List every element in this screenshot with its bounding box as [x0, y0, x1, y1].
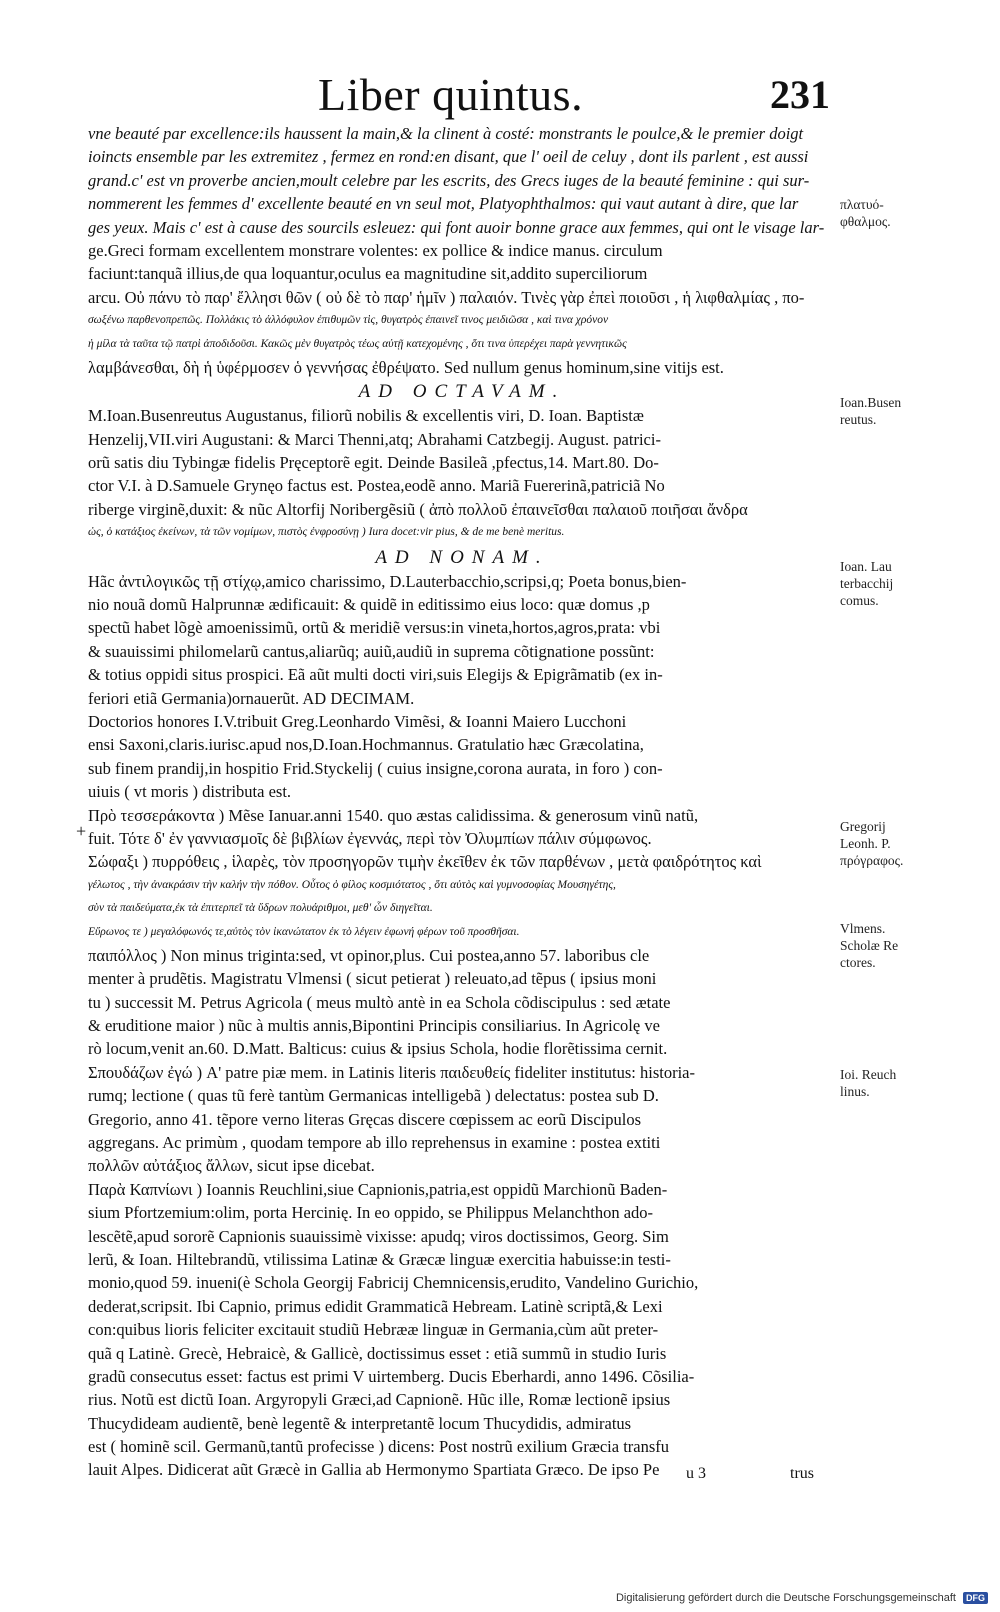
- text-line: orũ satis diu Tybingæ fidelis Pręceptorẽ egit. Deinde Basileã ,pfectus,14. Mart.80. Do-: [88, 453, 659, 473]
- text-line: rumq; lectione ( quas tũ ferè tantùm Germanicas intelligebã ) delectatus: postea sub D.: [88, 1086, 659, 1106]
- text-line: ensi Saxoni,claris.iurisc.apud nos,D.Ioan.Hochmannus. Gratulatio hæc Græcolatina,: [88, 735, 644, 755]
- text-line: ges yeux. Mais c' est à cause des sourcils esleuez: qui font auoir bonne grace aux femmes, qui ont le visage lar-: [88, 217, 825, 237]
- margin-note-platyophthalmos: πλατυό- φθαλμος.: [840, 197, 891, 229]
- digitization-footer: [616, 1592, 988, 1604]
- text-line: & suauissimi philomelarũ cantus,aliarũq; auiũ,audiũ in suprema cõtignatione possũnt:: [88, 641, 655, 661]
- text-line: & totius oppidi situs prospici. Eã aũt multi docti viri,suis Elegijs & Epigrãmatib (ex in-: [88, 665, 663, 685]
- text-line: ὡς, ὁ κατάξιος ἐκείνων, τὰ τῶν νομίμων, πιστὸς ἐνφροσύνῃ ) Iura docet:vir pius, & de me benè meritus.: [88, 526, 565, 539]
- margin-note-lauterbacchius: Ioan. Lau terbacchij comus.: [840, 559, 894, 608]
- text-line: M.Ioan.Busenreutus Augustanus, filiorũ nobilis & excellentis viri, D. Ioan. Baptistæ: [88, 406, 644, 426]
- text-line: nio nouã domũ Halprunnæ ædificauit: & quidẽ in editissimo eius loco: quæ domus ,p: [88, 595, 650, 615]
- text-line: quã q Latinè. Grecè, Hebraicè, & Gallicè, doctissimus esset : etiã summũ in studio Iuris: [88, 1343, 667, 1363]
- text-line: Πρὸ τεσσεράκοντα ) Mẽse Ianuar.anni 1540. quo æstas calidissima. & generosum vinũ natũ,: [88, 805, 699, 825]
- text-line: dederat,scripsit. Ibi Capnio, primus edidit Grammaticã Hebream. Latinè scriptã,& Lexi: [88, 1296, 663, 1316]
- margin-note-busenreutus: Ioan.Busen reutus.: [840, 395, 902, 427]
- running-head: [0, 70, 1000, 120]
- text-line: feriori etiã Germania)ornauerũt. AD DECIMAM.: [88, 688, 415, 708]
- text-line: est ( hominẽ scil. Germanũ,tantũ profecisse ) dicens: Post nostrũ exilium Græcia transfu: [88, 1437, 670, 1457]
- text-line: aggregans. Ac primùm , quodam tempore ab illo reprehensus in examine : postea extiti: [88, 1133, 661, 1153]
- signature-mark: u 3: [686, 1465, 706, 1482]
- catch-line: [680, 1465, 814, 1483]
- text-line: rò locum,venit an.60. D.Matt. Balticus: cuius & ipsius Schola, hodie florẽtissima cernit.: [88, 1039, 668, 1059]
- text-line: ctor V.I. à D.Samuele Grynęo factus est. Postea,eodẽ anno. Mariã Fuererinã,patriciã No: [88, 476, 665, 496]
- text-line: παιπόλλος ) Non minus triginta:sed, vt opinor,plus. Cui postea,anno 57. laboribus cle: [88, 945, 650, 965]
- text-line: monio,quod 59. inueni(è Schola Georgij Fabricij Chemnicensis,erudito, Vandelino Gurichio,: [88, 1273, 699, 1293]
- text-line: uiuis ( vt moris ) distributa est.: [88, 782, 292, 802]
- text-line: ioincts ensemble par les extremitez , fermez en rond:en disant, que l' oeil de celuy , dont ils parlent , est aussi: [88, 147, 809, 167]
- text-line: lauit Alpes. Didicerat aũt Græcè in Gallia ab Hermonymo Spartiata Græco. De ipso Pe: [88, 1460, 660, 1480]
- text-line: vne beauté par excellence:ils haussent la main,& la clinent à costé: monstrants le poulce,& le premier doigt: [88, 124, 804, 143]
- text-line: σὺν τὰ παιδεύματα,ἐκ τὰ ἐπιτερπεῖ τὰ ὕδρων πολυάριθμοι, μεθ' ὧν διηγεῖται.: [88, 902, 433, 915]
- text-line: arcu. Οὐ πάνυ τὸ παρ' ἔλλησι θῶν ( οὐ δὲ τὸ παρ' ἡμῖν ) παλαιόν. Τινὲς γὰρ ἐπεὶ ποιοῦσι , ἡ λιφθαλμίας , πο-: [88, 287, 805, 307]
- text-line: λαμβάνεσθαι, δὴ ἡ ὑφέρμοσεν ὁ γεννήσας ἐθρέψατο. Sed nullum genus hominum,sine vitijs est.: [88, 357, 724, 377]
- text-line: ἡ μίλα τὰ ταῦτα τῷ πατρὶ ἀποδιδοῦσι. Κακῶς μὲν θυγατρὸς τέως αὐτῇ κατεχομένης , ὅτι τινα ὑπερέχει παρὰ γεννητικῶς: [88, 337, 627, 350]
- dfg-logo[interactable]: DFG: [963, 1592, 988, 1604]
- text-line: tu ) successit M. Petrus Agricola ( meus multò antè in ea Schola cõdiscipulus : sed ætate: [88, 992, 671, 1012]
- text-line: σωξένω παρθενοπρεπῶς. Πολλάκις τὸ ἀλλόφυλον ἐπιθυμῶν τὶς, θυγατρὸς ἐπαινεῖ τινος μειδιῶσα , καὶ τινα χρόνον: [88, 314, 609, 327]
- text-line: lescẽtẽ,apud sororẽ Capnionis suauissimè vixisse: apudq; viros doctissimos, Georg. Sim: [88, 1226, 669, 1246]
- text-line: Thucydideam audientẽ, benè legentẽ & interpretantẽ locum Thucydidis, admiratus: [88, 1413, 632, 1433]
- text-line: Παρὰ Καπνίωνι ) Ioannis Reuchlini,siue Capnionis,patria,est oppidũ Marchionũ Baden-: [88, 1179, 668, 1199]
- text-line: Hãc ἀντιλογικῶς τῇ στίχῳ,amico charissimo, D.Lauterbacchio,scripsi,q; Poeta bonus,bien-: [88, 571, 687, 591]
- page-number: 231: [770, 72, 830, 117]
- text-line: Εὔρωνος τε ) μεγαλόφωνός τε,αὐτὸς τὸν ἱκανώτατον ἐκ τὸ λέγειν ἐφωνή φέρων τοῦ προσθῆσαι.: [88, 925, 520, 938]
- text-line: Σπουδάζων ἐγώ ) A' patre piæ mem. in Latinis literis παιδευθείς fideliter institutus: historia-: [88, 1062, 695, 1082]
- catchword: trus: [790, 1465, 814, 1482]
- page-title: Liber quintus.: [318, 69, 584, 120]
- margin-cross-mark: +: [76, 821, 87, 841]
- text-line: sium Pfortzemium:olim, porta Hercinię. In eo oppido, se Philippus Melanchthon ado-: [88, 1203, 654, 1223]
- text-line: spectũ habet lõgè amoenissimũ, ortũ & meridiẽ versus:in vineta,hortos,agros,prata: vbi: [88, 618, 661, 638]
- text-line: rius. Notũ est dictũ Ioan. Argyropyli Græci,ad Capnionẽ. Hũc ille, Romæ lectionẽ ipsius: [88, 1390, 671, 1410]
- text-line: grand.c' est vn proverbe ancien,moult celebre par les escrits, des Grecs iuges de la beauté feminine : qui sur-: [88, 170, 810, 190]
- text-line: faciunt:tanquã illius,de qua loquantur,oculus ea magnitudine sit,addito superciliorum: [88, 264, 648, 284]
- footer-credit: Digitalisierung gefördert durch die Deutsche Forschungsgemeinschaft: [615, 1592, 956, 1604]
- text-line: riberge virginẽ,duxit: & nũc Altorfij Noribergẽsiũ ( ἀπὸ πολλοῦ ἐπαινεῖσθαι παλαιοῦ ποιῆσαι ἄνδρα: [88, 499, 748, 519]
- main-text-block: [88, 122, 836, 1482]
- margin-note-reuchlinus: Ioi. Reuch linus.: [840, 1067, 897, 1099]
- text-line: gradũ consecutus esset: factus est primi V uirtemberg. Ducis Eberhardi, anno 1496. Cõsilia-: [88, 1366, 695, 1386]
- margin-note-gregorius: Gregorij Leonh. P. πρόγραφος.: [840, 819, 904, 868]
- text-line: nommerent les femmes d' excellente beauté en vn seul mot, Platyophthalmos: qui vaut autant à dire, que lar: [88, 194, 799, 214]
- section-heading: AD OCTAVAM.: [358, 381, 566, 403]
- margin-note-ulm-rectors: Vlmens. Scholæ Re ctores.: [840, 921, 899, 970]
- text-line: Gregorio, anno 41. tẽpore verno literas Gręcas discere cœpissem ac eorũ Discipulos: [88, 1109, 642, 1129]
- text-line: γέλωτος , τὴν ἀνακράσιν τὴν καλήν τὴν πόθον. Οὗτος ὁ φίλος κοσμιότατος , ὅτι αὐτὸς καὶ γυμνοσοφίας Μουσηγέτης,: [88, 878, 616, 891]
- text-line: fuit. Τότε δ' ἐν γαννιασμοῖς δὲ βιβλίων ἐγεννάς, περὶ τὸν Ὀλυμπίων πάλιν σύμφωνος.: [88, 828, 652, 848]
- text-line: con:quibus lioris feliciter excitauit studiũ Hebrææ linguæ in Germania,cùm aũt preter-: [88, 1320, 659, 1340]
- text-line: Doctorios honores I.V.tribuit Greg.Leonhardo Vimẽsi, & Ioanni Maiero Lucchoni: [88, 711, 627, 731]
- text-line: sub finem prandij,in hospitio Frid.Styckelij ( cuius insigne,corona aurata, in foro ) con-: [88, 758, 663, 778]
- section-heading: AD NONAM.: [375, 546, 549, 568]
- text-line: menter à prudẽtis. Magistratu Vlmensi ( sicut petierat ) releuato,ad tẽpus ( ipsius moni: [88, 969, 657, 989]
- text-line: πολλῶν αὐτάξιος ἄλλων, sicut ipse dicebat.: [88, 1156, 375, 1176]
- text-line: lerũ, & Ioan. Hiltebrandũ, vtilissima Latinæ & Græcæ linguæ exercitia habuisse:in testi-: [88, 1249, 671, 1269]
- text-line: Henzelij,VII.viri Augustani: & Marci Thenni,atq; Abrahami Catzbegij. August. patrici-: [88, 429, 661, 449]
- text-line: ge.Greci formam excellentem monstrare volentes: ex pollice & indice manus. circulum: [88, 240, 663, 260]
- text-line: Σώφαξι ) πυρρόθεις , ἱλαρὲς, τὸν προσηγορῶν τιμὴν ἐκεῖθεν ἐκ τῶν παρθένων , μετὰ φαιδρότητος καὶ: [88, 852, 762, 872]
- text-line: & eruditione maior ) nũc à multis annis,Bipontini Principis consiliarius. In Agricolę ve: [88, 1016, 660, 1036]
